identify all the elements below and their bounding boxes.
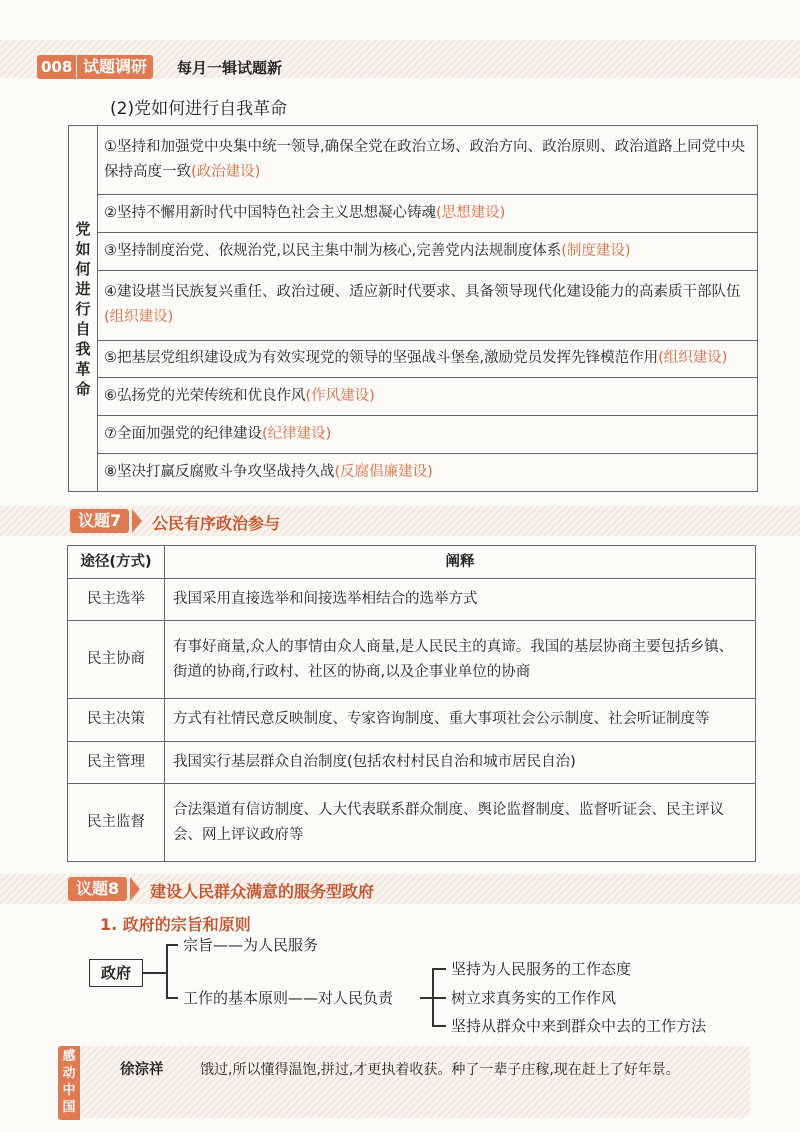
table-row [68,699,756,741]
reform-measure [98,195,758,233]
diagram-purpose: 宗旨——为人民服务 [183,936,319,954]
col-explain-header: 阐释 [165,546,756,579]
col-way-header: 途径(方式) [68,546,165,579]
reform-measure [98,271,758,340]
arrow-icon [130,877,140,901]
diagram-item: 坚持从群众中来到群众中去的工作方法 [451,1017,707,1035]
party-reform-table [68,125,758,492]
connector-line [432,968,446,970]
table-row [68,579,756,621]
connector-line [166,997,178,999]
table-row [69,271,758,340]
measure-tag: (作风建设) [305,388,375,405]
measure-tag: (纪律建设) [262,426,332,443]
footer-side-text: 感动中国 [62,1049,76,1115]
reform-measure [98,416,758,454]
page-number: 008 [37,55,76,79]
table-row [69,233,758,271]
participation-explain: 方式有社情民意反映制度、专家咨询制度、重大事项社会公示制度、社会听证制度等 [165,699,756,741]
row-group-label: 党如何进行自我革命 [69,126,98,492]
measure-text: ④建设堪当民族复兴重任、政治过硬、适应新时代要求、具备领导现代化建设能力的高素质干部队伍 [104,284,741,301]
participation-explain: 合法渠道有信访制度、人大代表联系群众制度、舆论监督制度、监督听证会、民主评议会、网上评议政府等 [165,784,756,862]
footer-author: 徐淙祥 [120,1062,164,1078]
measure-tag: (反腐倡廉建设) [334,464,433,481]
participation-way: 民主选举 [68,579,165,621]
connector-line [432,997,446,999]
measure-text: ⑦全面加强党的纪律建设 [104,426,262,443]
measure-tag: (政治建设) [191,164,261,181]
participation-explain: 有事好商量,众人的事情由众人商量,是人民民主的真谛。我国的基层协商主要包括乡镇、街道的协商,行政村、社区的协商,以及企事业单位的协商 [165,621,756,699]
participation-way: 民主协商 [68,621,165,699]
reform-measure [98,454,758,492]
connector-line [420,997,432,999]
participation-explain: 我国采用直接选举和间接选举相结合的选举方式 [165,579,756,621]
topic7-badge: 议题7 [70,509,129,533]
connector-line [142,972,166,974]
table-row [68,784,756,862]
topic7-title: 公民有序政治参与 [152,514,281,533]
topic8-banner [0,874,800,904]
topic8-badge: 议题8 [68,877,127,901]
measure-tag: (组织建设) [658,350,728,367]
reform-measure [98,233,758,271]
table-row [69,340,758,378]
reform-measure [98,378,758,416]
participation-way: 民主监督 [68,784,165,862]
header-slogan: 每月一辑试题新 [177,59,283,77]
reform-measure [98,126,758,195]
table-row [69,195,758,233]
measure-text: ①坚持和加强党中央集中统一领导,确保全党在政治立场、政治方向、政治原则、政治道路上同党中央保持高度一致 [104,139,746,181]
topic7-banner [0,506,800,536]
connector-line [166,944,168,998]
measure-text: ③坚持制度治党、依规治党,以民主集中制为核心,完善党内法规制度体系 [104,243,562,260]
measure-tag: (组织建设) [104,309,174,326]
diagram-root: 政府 [89,959,143,987]
footer-side-label [58,1046,80,1120]
measure-text: ②坚持不懈用新时代中国特色社会主义思想凝心铸魂 [104,205,436,222]
table-row [69,378,758,416]
table-header-row [68,546,756,579]
participation-table [67,545,756,862]
measure-text: ⑥弘扬党的光荣传统和优良作风 [104,388,306,405]
section-heading: (2)党如何进行自我革命 [110,99,288,119]
topic8-title: 建设人民群众满意的服务型政府 [150,882,375,901]
table-row [69,416,758,454]
measure-tag: (制度建设) [561,243,631,260]
table-row [69,126,758,195]
participation-way: 民主管理 [68,741,165,783]
connector-line [432,1025,446,1027]
diagram-item: 坚持为人民服务的工作态度 [451,960,632,978]
participation-explain: 我国实行基层群众自治制度(包括农村村民自治和城市居民自治) [165,741,756,783]
table-row [68,621,756,699]
diagram-principle: 工作的基本原则——对人民负责 [183,989,394,1007]
diagram-item: 树立求真务实的工作作风 [451,989,617,1007]
measure-tag: (思想建设) [436,205,506,222]
participation-way: 民主决策 [68,699,165,741]
page-header [0,0,800,78]
measure-text: ⑤把基层党组织建设成为有效实现党的领导的坚强战斗堡垒,激励党员发挥先锋模范作用 [104,350,659,367]
measure-text: ⑧坚决打赢反腐败斗争攻坚战持久战 [104,464,335,481]
topic8-subtitle: 1. 政府的宗旨和原则 [100,915,251,934]
footer-quote: 饿过,所以懂得温饱,拼过,才更执着收获。种了一辈子庄稼,现在赶上了好年景。 [200,1062,680,1078]
arrow-icon [132,509,142,533]
section-label: 试题调研 [77,55,153,79]
connector-line [166,944,178,946]
reform-measure [98,340,758,378]
table-row [69,454,758,492]
table-row [68,741,756,783]
